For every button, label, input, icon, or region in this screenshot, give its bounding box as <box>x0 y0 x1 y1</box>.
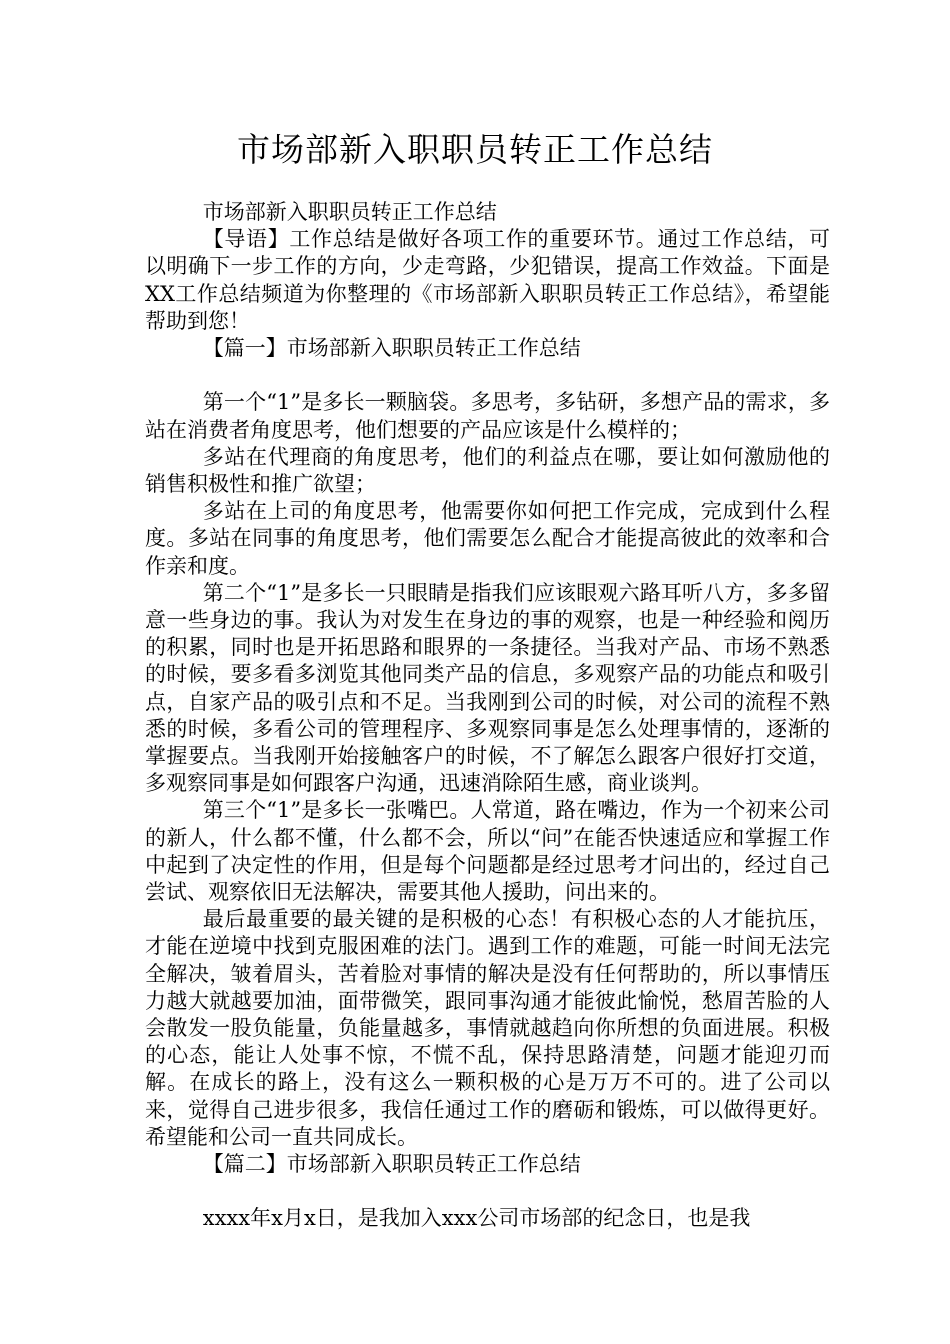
intro-paragraph: 【导语】工作总结是做好各项工作的重要环节。通过工作总结，可以明确下一步工作的方向，少走弯路，少犯错误，提高工作效益。下面是XX工作总结频道为你整理的《市场部新入职职员转正工作总结》，希望能帮助到您！ <box>145 227 830 333</box>
body-paragraph: xxxx年x月x日，是我加入xxx公司市场部的纪念日，也是我 <box>202 1206 751 1231</box>
body-paragraph: 多站在上司的角度思考，他需要你如何把工作完成，完成到什么程度。多站在同事的角度思考，他们需要怎么配合才能提高彼此的效率和合作亲和度。 <box>145 499 830 578</box>
body-paragraph: 第三个“1”是多长一张嘴巴。人常道，路在嘴边，作为一个初来公司的新人，什么都不懂，什么都不会，所以“问”在能否快速适应和掌握工作中起到了决定性的作用，但是每个问题都是经过思考才问出的，经过自己尝试、观察依旧无法解决，需要其他人援助，问出来的。 <box>145 798 830 905</box>
section-heading-2: 【篇二】市场部新入职职员转正工作总结 <box>202 1152 581 1177</box>
document-body <box>145 199 830 1233</box>
document-title: 市场部新入职职员转正工作总结 <box>237 130 713 169</box>
subtitle-paragraph: 市场部新入职职员转正工作总结 <box>202 200 497 224</box>
body-paragraph: 第二个“1”是多长一只眼睛是指我们应该眼观六路耳听八方，多多留意一些身边的事。我认为对发生在身边的事的观察，也是一种经验和阅历的积累，同时也是开拓思路和眼界的一条捷径。当我对产品、市场不熟悉的时候，要多看多浏览其他同类产品的信息，多观察产品的功能点和吸引点，自家产品的吸引点和不足。当我刚到公司的时候，对公司的流程不熟悉的时候，多看公司的管理程序、多观察同事是怎么处理事情的，逐渐的掌握要点。当我刚开始接触客户的时候，不了解怎么跟客户很好打交道，多观察同事是如何跟客户沟通，迅速消除陌生感，商业谈判。 <box>145 580 830 796</box>
body-paragraph: 第一个“1”是多长一颗脑袋。多思考，多钻研，多想产品的需求，多站在消费者角度思考，他们想要的产品应该是什么模样的； <box>145 390 830 442</box>
body-paragraph: 多站在代理商的角度思考，他们的利益点在哪，要让如何激励他的销售积极性和推广欲望； <box>145 444 830 497</box>
section-heading-1: 【篇一】市场部新入职职员转正工作总结 <box>202 336 581 361</box>
body-paragraph: 最后最重要的最关键的是积极的心态！有积极心态的人才能抗压，才能在逆境中找到克服困难的法门。遇到工作的难题，可能一时间无法完全解决，皱着眉头，苦着脸对事情的解决是没有任何帮助的，所以事情压力越大就越要加油，面带微笑，跟同事沟通才能彼此愉悦，愁眉苦脸的人会散发一股负能量，负能量越多，事情就越趋向你所想的负面进展。积极的心态，能让人处事不惊，不慌不乱，保持思路清楚，问题才能迎刃而解。在成长的路上，没有这么一颗积极的心是万万不可的。进了公司以来，觉得自己进步很多，我信任通过工作的磨砺和锻炼，可以做得更好。希望能和公司一直共同成长。 <box>145 907 830 1149</box>
